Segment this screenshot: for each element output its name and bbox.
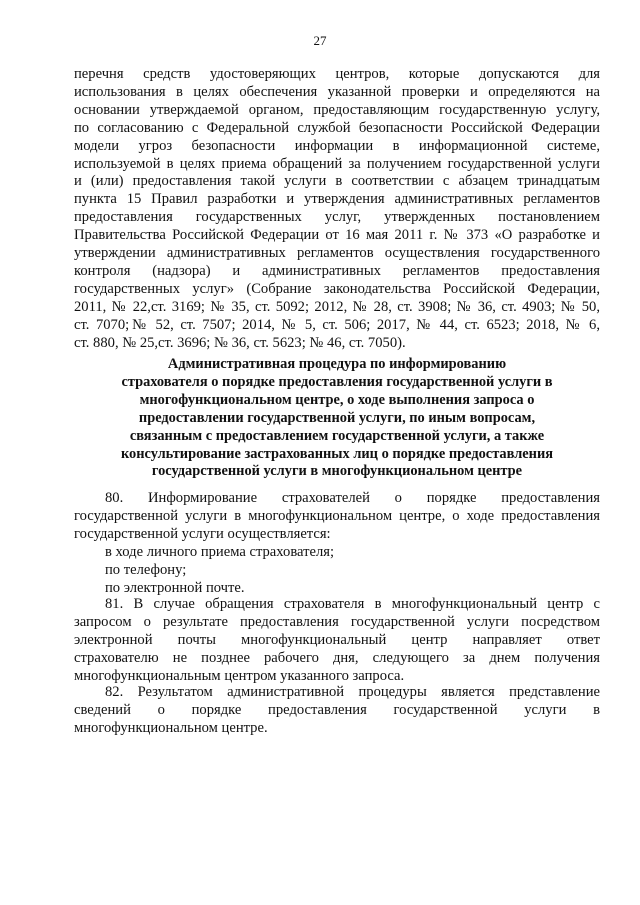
text-line: запросом о результате предоставления государственной услуги посредством [74, 613, 600, 630]
text-line: государственной услуги осуществляется: [74, 525, 331, 542]
heading-line: предоставлении государственной услуги, по иным вопросам, [138, 409, 536, 426]
text-line: ст. 7070;№ 52, ст. 7507; 2014, № 5, ст. 506; 2017, № 44, ст. 6523; 2018, № 6, [74, 316, 600, 333]
text-line: электронной почты многофункциональный центр направляет ответ [74, 631, 600, 648]
list-item: по телефону; [105, 561, 187, 578]
text-line: 81. В случае обращения страхователя в многофункциональный центр с [105, 596, 600, 612]
heading-line: многофункциональном центре, о ходе выполнения запроса о [139, 391, 535, 408]
text-line: Правительства Российской Федерации от 16 мая 2011 г. № 373 «О разработке и [74, 227, 600, 244]
text-line: 2011, № 22,ст. 3169; № 35, ст. 5092; 2012, № 28, ст. 3908; № 36, ст. 4903; № 50, [74, 298, 600, 315]
text-line: страхователю не позднее рабочего дня, следующего за днем получения [74, 649, 600, 666]
text-line: модели угроз безопасности информации в информационной системе, [74, 137, 600, 154]
heading-line: страхователя о порядке предоставления государственной услуги в [121, 373, 553, 390]
paragraph-82 [74, 684, 600, 738]
text-line: используемой в целях приема обращений за получением государственной услуги [74, 155, 600, 172]
text-line: утверждении административных регламентов осуществления государственного [74, 245, 600, 262]
text-line: по согласованию с Федеральной службой безопасности Российской Федерации [74, 119, 600, 136]
list-item: в ходе личного приема страхователя; [105, 543, 335, 560]
text-line: основании утверждаемой органом, предоставляющим государственную услугу, [74, 101, 600, 118]
paragraph-80 [74, 490, 600, 597]
heading-line: государственной услуги в многофункциональном центре [151, 463, 523, 480]
text-line: ст. 880, № 25,ст. 3696; № 36, ст. 5623; № 46, ст. 7050). [74, 334, 406, 351]
text-line: 82. Результатом административной процедуры является представление [105, 684, 600, 700]
page-number: 27 [313, 33, 327, 48]
text-line: государственной услуги в многофункциональном центре, о ходе предоставления [74, 507, 600, 524]
heading-line: консультирование застрахованных лиц о порядке предоставления [120, 445, 554, 462]
text-line: перечня средств удостоверяющих центров, которые допускаются для [74, 66, 600, 82]
text-line: использования в целях обеспечения указанной проверки и определяются на [74, 83, 600, 100]
text-line: предоставления государственных услуг, утвержденных постановлением [74, 209, 600, 226]
text-line: многофункциональном центре. [74, 719, 268, 736]
section-heading [74, 356, 600, 481]
text-line: 80. Информирование страхователей о порядке предоставления [105, 490, 600, 506]
paragraph-81 [74, 596, 600, 686]
text-line: и (или) предоставления такой услуги в соответствии с абзацем тринадцатым [74, 173, 600, 190]
text-line: пункта 15 Правил разработки и утверждения административных регламентов [74, 191, 600, 208]
text-line: контроля (надзора) и административных регламентов предоставления [74, 262, 600, 279]
list-item: по электронной почте. [105, 579, 245, 596]
heading-line: Административная процедура по информированию [167, 356, 507, 372]
continuation-paragraph [74, 66, 600, 353]
text-line: многофункциональным центром указанного запроса. [74, 667, 405, 684]
text-line: сведений о порядке предоставления государственной услуги в [74, 701, 600, 718]
heading-line: связанным с предоставлением государственной услуги, а также [129, 427, 545, 444]
text-line: государственных услуг» (Собрание законодательства Российской Федерации, [74, 280, 600, 297]
